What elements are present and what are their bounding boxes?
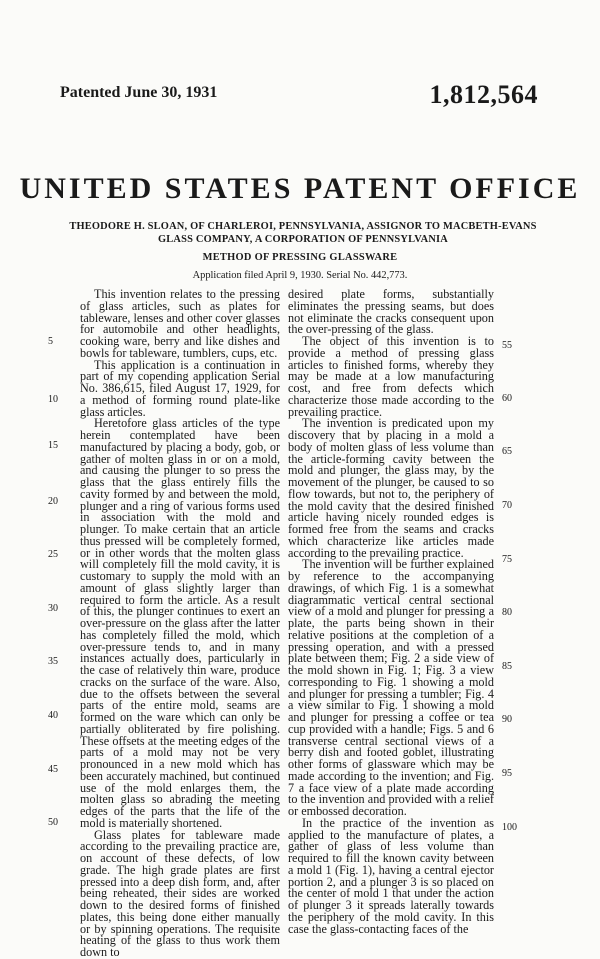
left-column — [80, 289, 280, 959]
line-number-left: 40 — [48, 710, 58, 721]
line-number-left: 10 — [48, 394, 58, 405]
line-number-right: 100 — [502, 822, 517, 833]
inventor-line-2: GLASS COMPANY, A CORPORATION OF PENNSYLVANIA — [158, 234, 448, 245]
line-number-right: 75 — [502, 554, 512, 565]
inventor-line-1: THEODORE H. SLOAN, OF CHARLEROI, PENNSYLVANIA, ASSIGNOR TO MACBETH-EVANS — [69, 221, 537, 232]
right-paragraph-4: The invention will be further explained by reference to the accompanying drawings, of which Fig. 1 is a somewhat diagrammatic vertical central sectional view of a mold and plunger for pressing a plate, the parts being shown in their relative positions at the completion of a pressing operation, and with a pressed plate between them; Fig. 2 a side view of the mold shown in Fig. 1; Fig. 3 a view corresponding to Fig. 1 showing a mold and plunger for pressing a tumbler; Fig. 4 a view similar to Fig. 1 showing a mold and plunger for pressing a coffee or tea cup provided with a handle; Figs. 5 and 6 transverse central sectional views of a berry dish and footed goblet, illustrating other forms of glassware which may be made according to the invention; and Fig. 7 a face view of a plate made according to the invention and provided with a relief or embossed decoration. — [288, 557, 494, 818]
application-line: Application filed April 9, 1930. Serial No. 442,773. — [192, 270, 408, 281]
right-paragraph-3: The invention is predicated upon my discovery that by placing in a mold a body of molten glass of less volume than the article-forming cavity between the mold and plunger, the glass may, by the movement of the plunger, be caused to so flow towards, but not to, the periphery of the mold cavity that the desired finished article having nicely rounded edges is formed free from the seams and cracks which characterize like articles made according to the prevailing practice. — [288, 416, 494, 560]
line-number-right: 70 — [502, 500, 512, 511]
line-number-left: 20 — [48, 496, 58, 507]
invention-title: METHOD OF PRESSING GLASSWARE — [202, 252, 398, 263]
left-paragraph-4: Glass plates for tableware made according to the prevailing practice are, on account of these defects, of low grade. The high grade plates are first pressed into a deep dish form, and, after being reheated, their sides are worked down to the desired forms of finished plates, this being done either manually or by spinning operations. The requisite heating of the glass to thus work them down to — [80, 827, 280, 959]
right-paragraph-2: The object of this invention is to provide a method of pressing glass articles to finished forms, whereby they may be made at a low manufacturing cost, and free from defects which characterize those made according to the prevailing practice. — [288, 334, 494, 419]
line-number-right: 65 — [502, 446, 512, 457]
line-number-right: 90 — [502, 714, 512, 725]
line-number-right: 85 — [502, 661, 512, 672]
patent-number: 1,812,564 — [429, 80, 538, 109]
patent-date: Patented June 30, 1931 — [60, 84, 218, 101]
line-number-left: 45 — [48, 764, 58, 775]
office-title: UNITED STATES PATENT OFFICE — [19, 172, 581, 205]
line-number-right: 60 — [502, 393, 512, 404]
right-paragraph-5: In the practice of the invention as applied to the manufacture of plates, a gather of glass of less volume than required to fill the known cavity between a mold 1 (Fig. 1), having a central ejector portion 2, and a plunger 3 is so placed on the center of mold 1 that under the action of plunger 3 it spreads laterally towards the periphery of the mold cavity. In this case the glass-contacting faces of the — [288, 815, 494, 936]
line-number-left: 25 — [48, 549, 58, 560]
left-paragraph-1: This invention relates to the pressing of glass articles, such as plates for tableware, lenses and other cover glasses for automobile and other headlights, cooking ware, berry and like dishes and bowls for tableware, tumblers, cups, etc. — [80, 287, 280, 360]
right-column — [288, 289, 494, 935]
line-number-left: 35 — [48, 656, 58, 667]
line-number-left: 5 — [48, 336, 53, 347]
left-paragraph-2: This application is a continuation in part of my copending application Serial No. 386,615, filed August 17, 1929, for a method of forming round plate-like glass articles. — [80, 357, 280, 419]
line-number-right: 80 — [502, 607, 512, 618]
line-number-right: 95 — [502, 768, 512, 779]
right-paragraph-1: desired plate forms, substantially eliminates the pressing seams, but does not eliminate the cracks consequent upon the over-pressing of the glass. — [288, 287, 494, 337]
left-paragraph-3: Heretofore glass articles of the type herein contemplated have been manufactured by placing a body, gob, or gather of molten glass in or on a mold, and causing the plunger to so press the glass that the glass entirely fills the cavity formed by and between the mold, plunger and a ring of various forms used in association with the mold and plunger. To make certain that an article thus pressed will be completely formed, or in other words that the molten glass will completely fill the mold cavity, it is customary to supply the mold with an amount of glass slightly larger than required to form the article. As a result of this, the plunger continues to exert an over-pressure on the glass after the latter has completely filled the mold, which over-pressure tends to, and in many instances actually does, particularly in the case of relatively thin ware, produce cracks on the surface of the ware. Also, due to the offsets between the several parts of the entire mold, seams are formed on the ware which can only be partially obliterated by fire polishing. These offsets at the meeting edges of the parts of a mold may not be very pronounced in a new mold which has been accurately machined, but continued use of the mold enlarges them, the molten glass so abrading the meeting edges of the parts that the life of the mold is materially shortened. — [80, 416, 280, 830]
line-number-left: 50 — [48, 817, 58, 828]
inventor-block — [66, 220, 540, 246]
line-number-left: 30 — [48, 603, 58, 614]
line-number-right: 55 — [502, 340, 512, 351]
line-number-left: 15 — [48, 440, 58, 451]
